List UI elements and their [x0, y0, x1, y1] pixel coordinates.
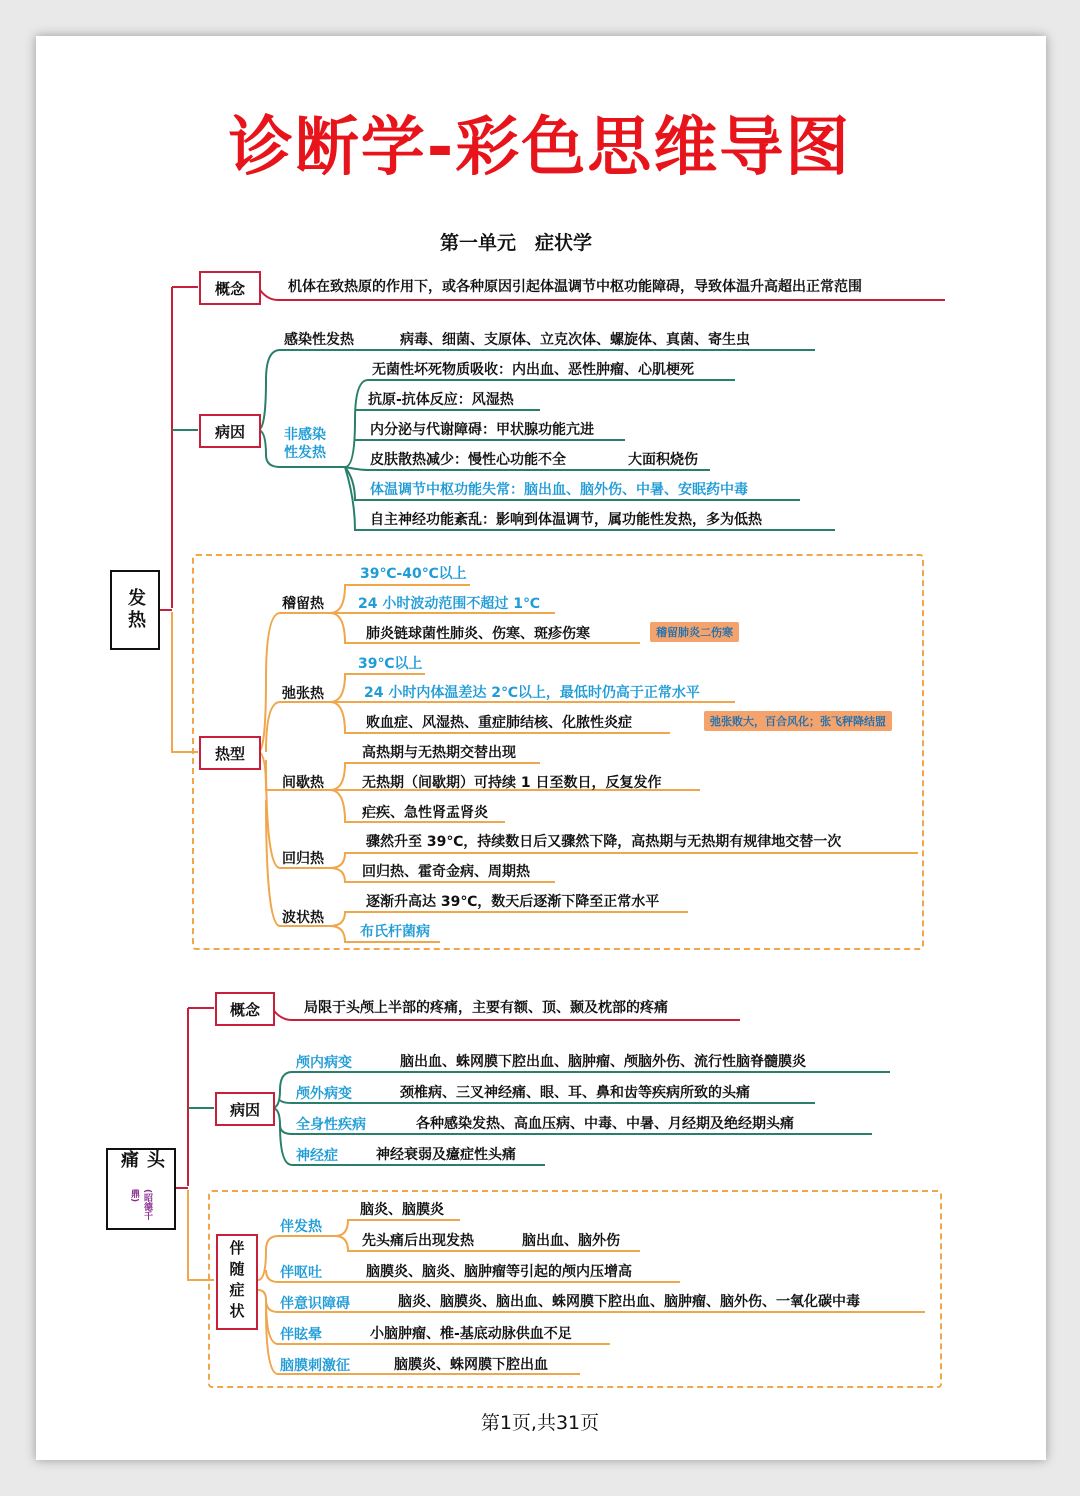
infectious-fever-label: 感染性发热 — [284, 332, 354, 348]
headache-cause-text: 各种感染发热、高血压病、中毒、中暑、月经期及绝经期头痛 — [416, 1116, 794, 1132]
headache-cause-label: 神经症 — [296, 1148, 338, 1164]
remittent-fever-item: 24 小时内体温差达 2℃以上，最低时仍高于正常水平 — [364, 685, 700, 701]
intermittent-fever-item: 高热期与无热期交替出现 — [362, 745, 516, 761]
headache-symptom-text: 脑膜炎、蛛网膜下腔出血 — [394, 1357, 548, 1373]
headache-concept-node: 概念 — [215, 992, 275, 1026]
headache-root-node — [106, 1148, 176, 1230]
headache-cause-label: 颅外病变 — [296, 1086, 352, 1102]
headache-symptom-label: 伴呕吐 — [280, 1265, 322, 1281]
relapsing-fever-item: 骤然升至 39℃，持续数日后又骤然下降，高热期与无热期有规律地交替一次 — [366, 834, 842, 850]
fever-concept-node: 概念 — [199, 271, 261, 305]
headache-root-label: 头痛 — [118, 1150, 165, 1172]
noninfectious-item: 抗原-抗体反应：风湿热 — [368, 392, 514, 408]
headache-symptom-text: 脑膜炎、脑炎、脑肿瘤等引起的颅内压增高 — [366, 1264, 632, 1280]
headache-root-note: (昭德千鼎) — [129, 1188, 152, 1221]
noninfectious-item: 体温调节中枢功能失常：脑出血、脑外伤、中暑、安眠药中毒 — [370, 482, 748, 498]
fever-cause-node: 病因 — [199, 414, 261, 448]
headache-fever-label: 伴发热 — [280, 1219, 322, 1235]
continued-fever-label: 稽留热 — [282, 596, 324, 612]
continued-fever-item: 24 小时波动范围不超过 1℃ — [358, 596, 540, 612]
undulant-fever-item: 布氏杆菌病 — [360, 924, 430, 940]
headache-concept-text: 局限于头颅上半部的疼痛，主要有额、顶、颞及枕部的疼痛 — [304, 1000, 668, 1016]
headache-fever-item: 先头痛后出现发热 — [362, 1233, 474, 1249]
page-title: 诊断学-彩色思维导图 — [228, 111, 852, 185]
noninfectious-item: 皮肤散热减少：慢性心功能不全 — [370, 452, 566, 468]
headache-cause-text: 颈椎病、三叉神经痛、眼、耳、鼻和齿等疾病所致的头痛 — [400, 1085, 750, 1101]
headache-cause-label: 颅内病变 — [296, 1055, 352, 1071]
headache-symptom-text: 小脑肿瘤、椎-基底动脉供血不足 — [370, 1326, 572, 1342]
continued-fever-mnemonic: 稽留肺炎二伤寒 — [650, 622, 739, 642]
headache-cause-text: 脑出血、蛛网膜下腔出血、脑肿瘤、颅脑外伤、流行性脑脊髓膜炎 — [400, 1054, 806, 1070]
fever-concept-text: 机体在致热原的作用下，或各种原因引起体温调节中枢功能障碍，导致体温升高超出正常范围 — [288, 279, 862, 295]
page-footer: 第1页,共31页 — [480, 1412, 600, 1434]
fever-root-node: 发热 — [110, 570, 160, 650]
headache-symptom-text: 脑炎、脑膜炎、脑出血、蛛网膜下腔出血、脑肿瘤、脑外伤、一氧化碳中毒 — [398, 1294, 860, 1310]
continued-fever-item: 39℃-40℃以上 — [360, 566, 467, 582]
remittent-fever-label: 弛张热 — [282, 686, 324, 702]
noninfectious-item: 内分泌与代谢障碍：甲状腺功能亢进 — [370, 422, 594, 438]
headache-fever-extra: 脑出血、脑外伤 — [522, 1233, 620, 1249]
headache-cause-node: 病因 — [215, 1092, 275, 1126]
headache-symptom-label: 伴意识障碍 — [280, 1296, 350, 1312]
intermittent-fever-label: 间歇热 — [282, 775, 324, 791]
relapsing-fever-label: 回归热 — [282, 851, 324, 867]
headache-symptom-label: 伴眩晕 — [280, 1327, 322, 1343]
undulant-fever-label: 波状热 — [282, 910, 324, 926]
noninfectious-item: 自主神经功能紊乱：影响到体温调节，属功能性发热，多为低热 — [370, 512, 762, 528]
headache-symptom-node: 伴随症状 — [216, 1234, 258, 1330]
headache-cause-label: 全身性疾病 — [296, 1117, 366, 1133]
relapsing-fever-item: 回归热、霍奇金病、周期热 — [362, 864, 530, 880]
intermittent-fever-item: 疟疾、急性肾盂肾炎 — [362, 805, 488, 821]
remittent-fever-mnemonic: 弛张败大，百合风化；张飞秤降结盟 — [704, 711, 892, 731]
intermittent-fever-item: 无热期（间歇期）可持续 1 日至数日，反复发作 — [362, 775, 662, 791]
continued-fever-item: 肺炎链球菌性肺炎、伤寒、斑疹伤寒 — [366, 626, 590, 642]
infectious-fever-text: 病毒、细菌、支原体、立克次体、螺旋体、真菌、寄生虫 — [400, 332, 750, 348]
headache-symptom-label: 脑膜刺激征 — [280, 1358, 350, 1374]
headache-fever-item: 脑炎、脑膜炎 — [360, 1202, 444, 1218]
undulant-fever-item: 逐渐升高达 39℃，数天后逐渐下降至正常水平 — [366, 894, 660, 910]
remittent-fever-item: 败血症、风湿热、重症肺结核、化脓性炎症 — [366, 715, 632, 731]
noninfectious-item: 无菌性坏死物质吸收：内出血、恶性肿瘤、心肌梗死 — [372, 362, 694, 378]
noninfectious-fever-label: 非感染性发热 — [284, 427, 326, 461]
remittent-fever-item: 39℃以上 — [358, 656, 423, 672]
unit-title: 第一单元 症状学 — [440, 232, 593, 254]
noninfectious-item-extra: 大面积烧伤 — [628, 452, 698, 468]
headache-cause-text: 神经衰弱及癔症性头痛 — [376, 1147, 516, 1163]
fever-type-node: 热型 — [199, 736, 261, 770]
